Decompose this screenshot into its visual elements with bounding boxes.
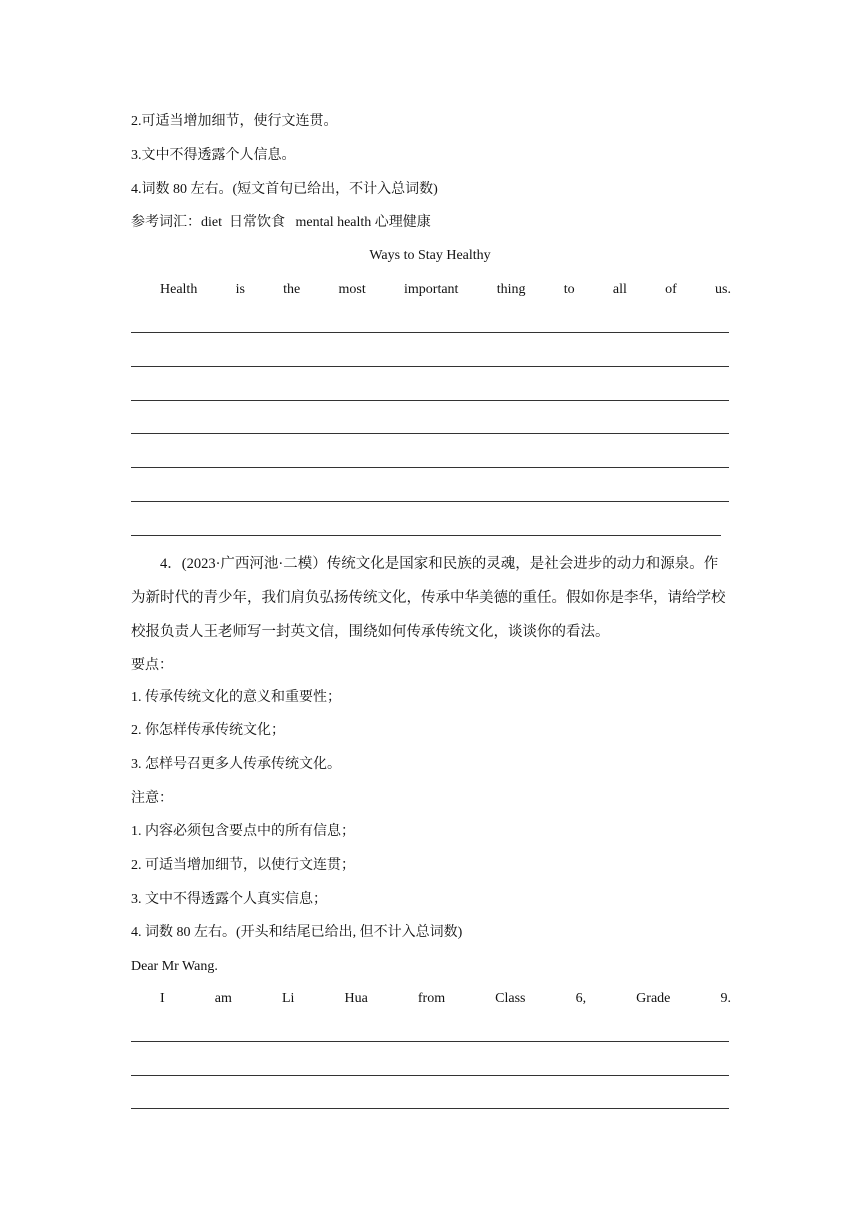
- answer-line[interactable]: [131, 433, 729, 434]
- reference-vocabulary: 参考词汇：diet 日常饮食 mental health 心理健康: [131, 215, 431, 230]
- word: thing: [496, 282, 526, 297]
- word: 9.: [720, 991, 731, 1006]
- note-3: 3. 文中不得透露个人真实信息；: [131, 892, 327, 907]
- answer-line[interactable]: [131, 467, 729, 468]
- point-3: 3. 怎样号召更多人传承传统文化。: [131, 757, 341, 772]
- answer-line[interactable]: [131, 501, 729, 502]
- answer-line[interactable]: [131, 1041, 729, 1042]
- question-4-prompt: 4．(2023·广西河池·二模）传统文化是国家和民族的灵魂，是社会进步的动力和源泉。作为新时代的青少年，我们肩负弘扬传统文化，传承中华美德的重任。假如你是李华，请给学校校报负责人王老师写一封英文信，围绕如何传承传统文化，谈谈你的看法。: [131, 556, 726, 640]
- word: us.: [715, 282, 731, 297]
- word: I: [160, 991, 165, 1006]
- word: all: [612, 282, 627, 297]
- word: 6,: [575, 991, 587, 1006]
- word: Class: [495, 991, 526, 1006]
- word: Li: [281, 991, 295, 1006]
- essay-first-sentence: [160, 282, 731, 298]
- word: important: [404, 282, 459, 297]
- note-4: 4. 词数 80 左右。(开头和结尾已给出, 但不计入总词数): [131, 925, 463, 940]
- word: is: [235, 282, 245, 297]
- letter-first-sentence: [160, 991, 731, 1007]
- note-1: 1. 内容必须包含要点中的所有信息；: [131, 824, 355, 839]
- word: the: [283, 282, 301, 297]
- letter-salutation: Dear Mr Wang.: [131, 959, 218, 974]
- answer-line[interactable]: [131, 366, 729, 367]
- requirement-3: 3.文中不得透露个人信息。: [131, 148, 296, 163]
- word: Hua: [344, 991, 368, 1006]
- requirement-4: 4.词数 80 左右。(短文首句已给出，不计入总词数): [131, 182, 438, 197]
- point-2: 2. 你怎样传承传统文化；: [131, 723, 285, 738]
- point-1: 1. 传承传统文化的意义和重要性；: [131, 690, 341, 705]
- note-2: 2. 可适当增加细节，以使行文连贯；: [131, 858, 355, 873]
- word: most: [338, 282, 366, 297]
- word: of: [665, 282, 677, 297]
- answer-line[interactable]: [131, 535, 721, 536]
- word: from: [417, 991, 446, 1006]
- points-heading: 要点：: [131, 658, 173, 673]
- notes-heading: 注意：: [131, 791, 173, 806]
- essay-title: Ways to Stay Healthy: [369, 248, 491, 263]
- word: Health: [160, 282, 198, 297]
- word: Grade: [636, 991, 671, 1006]
- answer-line[interactable]: [131, 1108, 729, 1109]
- answer-line[interactable]: [131, 332, 729, 333]
- word: am: [214, 991, 232, 1006]
- answer-line[interactable]: [131, 400, 729, 401]
- word: to: [563, 282, 575, 297]
- requirement-2: 2.可适当增加细节，使行文连贯。: [131, 114, 338, 129]
- answer-line[interactable]: [131, 1075, 729, 1076]
